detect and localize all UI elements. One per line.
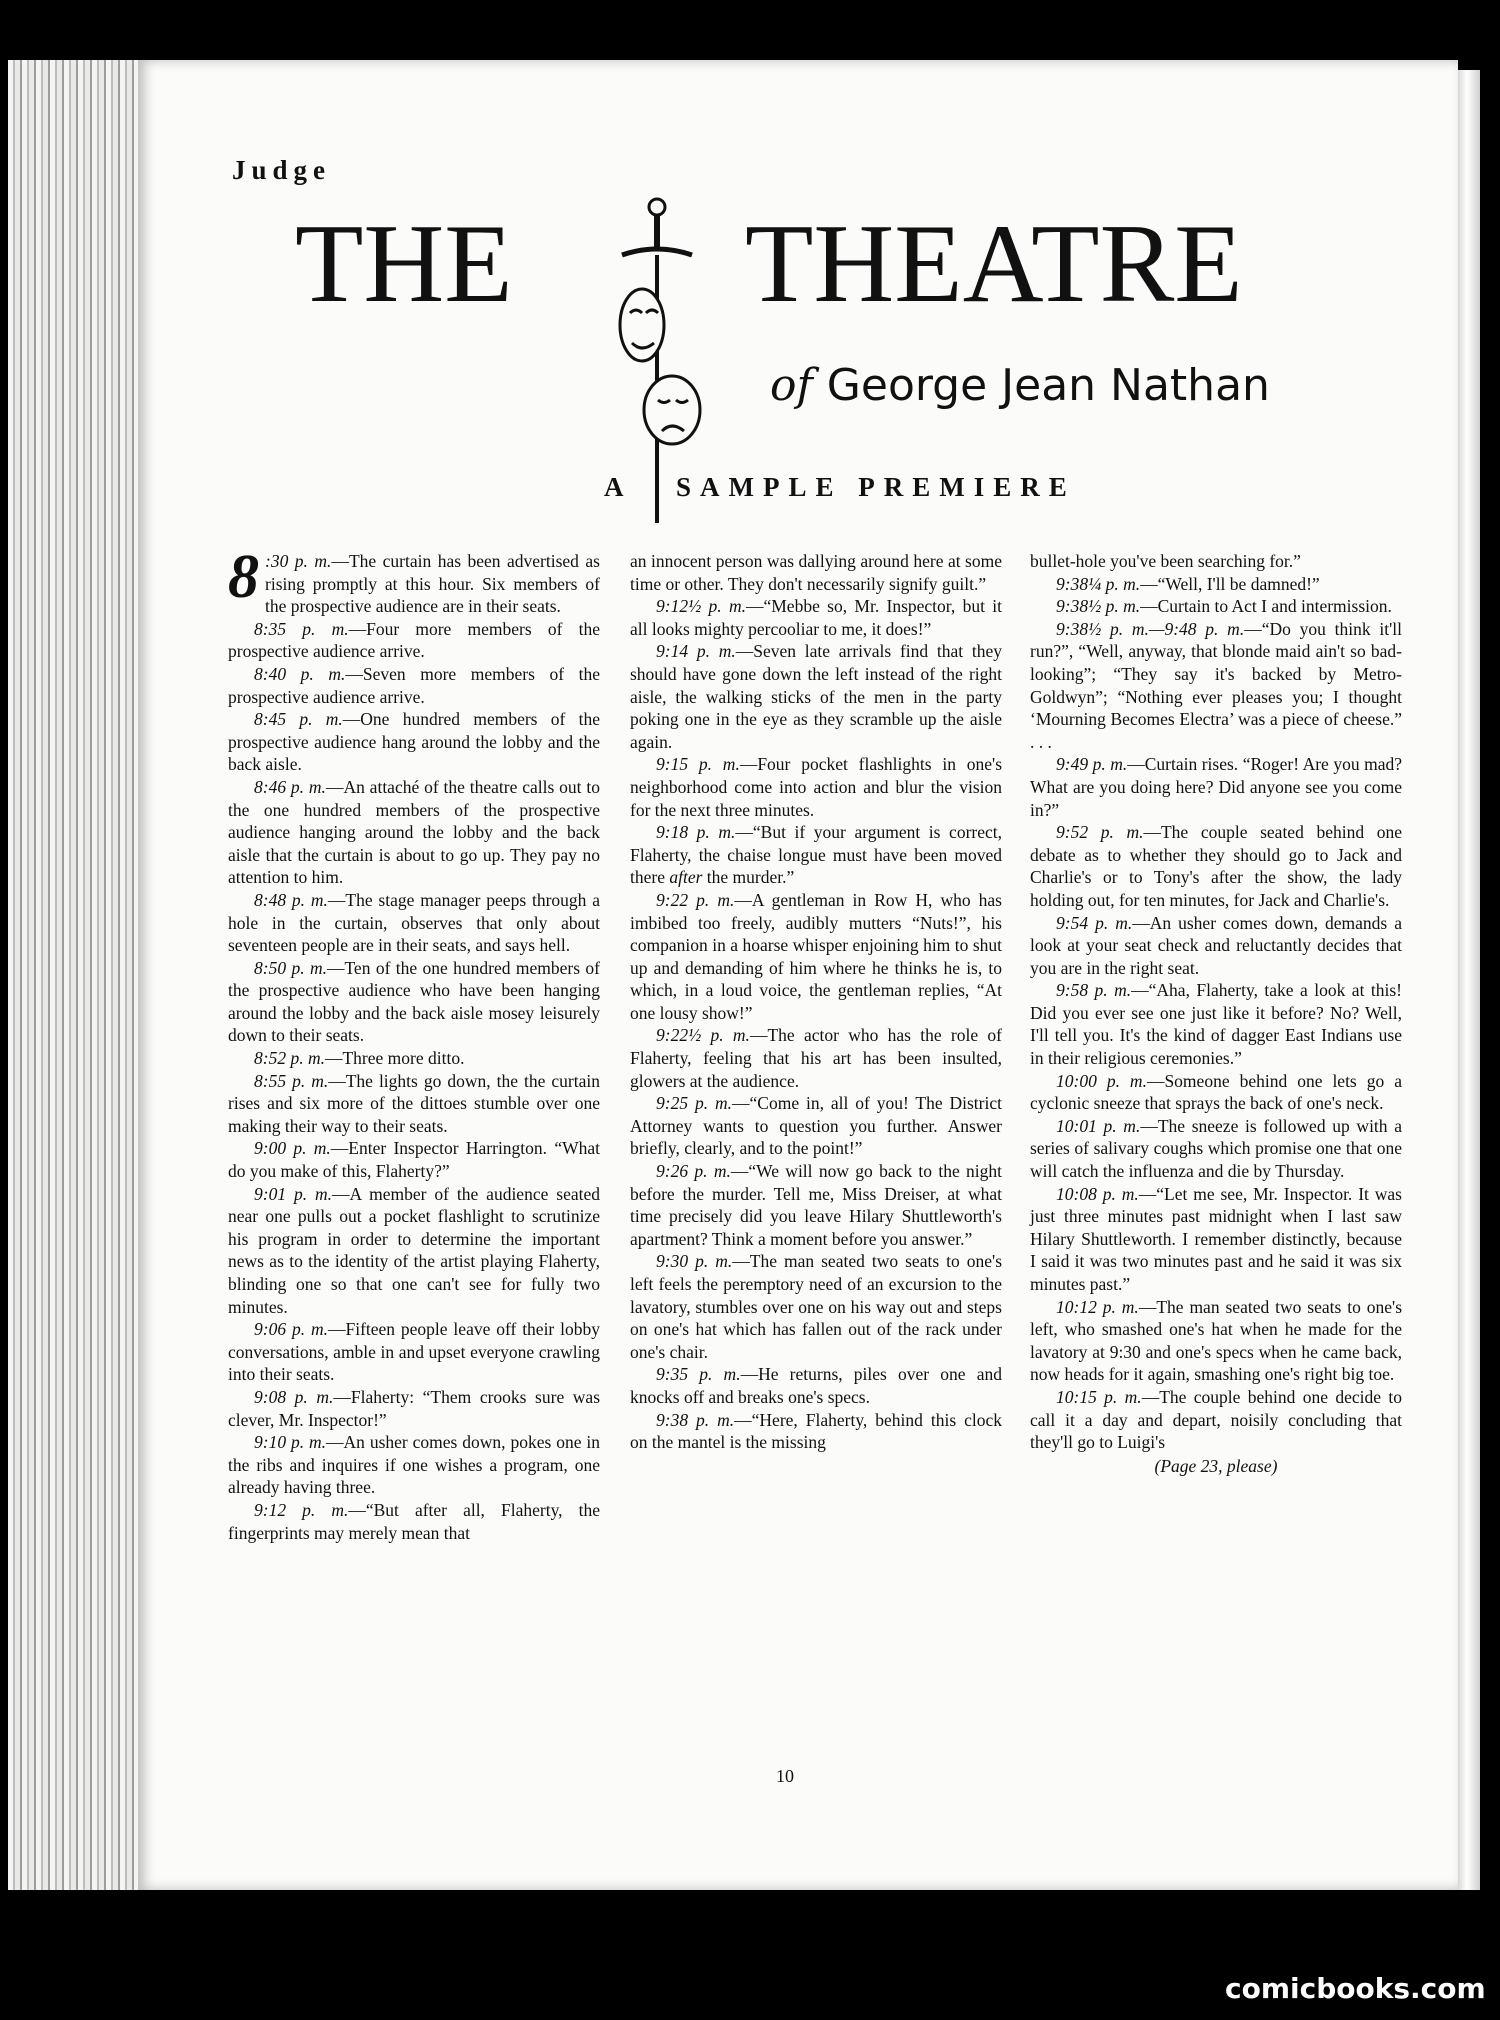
entry-text: —An attaché of the theatre calls out to the one hundred members of the prospective audience hanging around the lobby and the back aisle that the curtain is about to go up. They pay no attention to him.: [228, 776, 600, 888]
timeline-entry: [1030, 1183, 1402, 1296]
entry-time: 8:52 p. m.: [254, 1048, 325, 1069]
entry-time: 9:38½ p. m.: [1056, 596, 1141, 617]
entry-text: —“Well, I'll be damned!”: [1140, 573, 1320, 594]
timeline-entry: [228, 776, 600, 889]
entry-text: —The actor who has the role of Flaherty, feeling that his art has been insulted, glowers at the audience.: [630, 1025, 1003, 1091]
entry-text: —Curtain rises. “Roger! Are you mad? What are you doing here? Did anyone see you come in?”: [1030, 754, 1402, 820]
timeline-entry: [1030, 1115, 1402, 1183]
timeline-entry: [1030, 912, 1402, 980]
entry-text: —An usher comes down, demands a look at your seat check and reluctantly decides that you are in the right seat.: [1030, 912, 1402, 978]
entry-text: —“Aha, Flaherty, take a look at this! Did you ever see one just like it before? No? Well, I'll tell you. It's the kind of dagger East Indians use in their religious ceremonies.”: [1030, 980, 1403, 1069]
timeline-entry: [228, 1047, 600, 1070]
timeline-entry: [228, 543, 600, 618]
magazine-name: Judge: [232, 155, 332, 185]
entry-time: 9:14 p. m.: [656, 641, 736, 662]
entry-text: —“Here, Flaherty, behind this clock on the mantel is the missing: [630, 1409, 1002, 1453]
entry-time: 9:35 p. m.: [656, 1364, 741, 1385]
entry-text: —“But after all, Flaherty, the fingerprints may merely mean that: [228, 1499, 600, 1543]
timeline-entry: [630, 889, 1002, 1025]
text-column-1: [228, 543, 601, 1544]
timeline-entry: [228, 889, 600, 957]
entry-text: —Flaherty: “Them crooks sure was clever, Mr. Inspector!”: [228, 1386, 601, 1430]
entry-text: —An usher comes down, pokes one in the ribs and inquires if one wishes a program, one already having three.: [228, 1432, 600, 1498]
entry-text: —Fifteen people leave off their lobby conversations, amble in and upset everyone crawling into their seats.: [228, 1319, 600, 1385]
entry-text: —“Mebbe so, Mr. Inspector, but it all looks mighty percooliar to me, it does!”: [630, 596, 1002, 639]
entry-time: 8:50 p. m.: [254, 957, 327, 978]
timeline-entry: [630, 640, 1002, 753]
timeline-entry: [630, 1092, 1002, 1160]
entry-time: 9:22½ p. m.: [656, 1025, 750, 1046]
continued-note: (Page 23, please): [1154, 1455, 1278, 1476]
timeline-entry: [1030, 595, 1402, 618]
text-column-2: [630, 550, 1002, 1454]
entry-text: —The curtain has been advertised as rising promptly at this hour. Six members of the prospective audience are in their seats.: [265, 551, 600, 617]
title-left: THE: [295, 202, 513, 326]
timeline-entry: [228, 957, 600, 1047]
entry-time: 9:25 p. m.: [656, 1093, 733, 1114]
entry-text: —Curtain to Act I and intermission.: [1140, 596, 1392, 617]
subtitle: SAMPLE PREMIERE: [676, 472, 1076, 502]
timeline-entry: [630, 1363, 1002, 1408]
entry-text: —“Do you think it'll run?”, “Well, anyway, that blonde maid ain't so bad-looking”; “They say it's backed by Metro-Goldwyn”; “Nothing ever pleases you; I thought ‘Mourning Becomes Electra’ was a piece of cheese.” . . .: [1030, 618, 1402, 752]
timeline-entry: [630, 1024, 1002, 1092]
book-page-edges: [8, 60, 140, 1890]
timeline-entry: [630, 1160, 1002, 1250]
entry-text: —Seven more members of the prospective audience arrive.: [228, 663, 601, 707]
entry-text: —“Come in, all of you! The District Attorney wants to question you further. Answer briefly, clearly, and to the point!”: [630, 1093, 1002, 1159]
entry-text: —The couple seated behind one debate as to whether they should go to Jack and Charlie's or to Tony's after the show, the lady holding out, for ten minutes, for Jack and Charlie's.: [1030, 822, 1402, 910]
timeline-entry: [1030, 979, 1402, 1069]
paragraph-continued: bullet-hole you've been searching for.”: [1030, 551, 1301, 571]
entry-time: 9:18 p. m.: [656, 822, 736, 843]
entry-text: —He returns, piles over one and knocks off and breaks one's specs.: [630, 1364, 1003, 1407]
entry-time: 8:55 p. m.: [254, 1070, 329, 1091]
entry-time: 9:10 p. m.: [254, 1432, 327, 1453]
entry-time: 9:08 p. m.: [254, 1386, 334, 1407]
entry-time: 8:48 p. m.: [254, 889, 328, 910]
entry-time: 8:45 p. m.: [254, 709, 343, 730]
timeline-entry: [630, 1250, 1002, 1363]
timeline-entry: [228, 708, 600, 776]
entry-time: 9:49 p. m.: [1056, 754, 1128, 775]
timeline-entry: [228, 1431, 600, 1499]
entry-time: 10:00 p. m.: [1056, 1070, 1147, 1091]
timeline-entry: [1030, 1296, 1402, 1386]
timeline-entry: [630, 595, 1002, 640]
entry-time: 9:52 p. m.: [1056, 822, 1144, 843]
entry-time: 10:08 p. m.: [1056, 1183, 1139, 1204]
entry-time: 10:15 p. m.: [1056, 1386, 1142, 1407]
timeline-entry: [1030, 1070, 1402, 1115]
entry-time: 9:38¼ p. m.: [1056, 573, 1141, 594]
entry-text: —Three more ditto.: [324, 1048, 465, 1069]
entry-time: 9:54 p. m.: [1056, 912, 1133, 933]
timeline-entry: [1030, 821, 1402, 911]
text-column-3: [1030, 550, 1402, 1477]
byline: [770, 360, 1270, 411]
author-name: George Jean Nathan: [826, 360, 1270, 411]
timeline-entry: [1030, 618, 1402, 754]
entry-time: 8:46 p. m.: [254, 776, 326, 797]
title-right: THEATRE: [745, 202, 1243, 326]
entry-time: 9:30 p. m.: [656, 1251, 733, 1272]
entry-emphasis: after: [669, 867, 703, 888]
drop-cap: 8: [228, 543, 259, 611]
entry-text: —Four pocket flashlights in one's neighborhood come into action and blur the vision for the next three minutes.: [630, 754, 1003, 820]
timeline-entry: [228, 663, 600, 708]
entry-time: 9:38 p. m.: [656, 1409, 735, 1430]
entry-text: —Enter Inspector Harrington. “What do you make of this, Flaherty?”: [228, 1138, 600, 1182]
timeline-entry: [228, 1070, 600, 1138]
entry-time: 9:58 p. m.: [1056, 980, 1132, 1001]
entry-text: —“We will now go back to the night before the murder. Tell me, Miss Dreiser, at what time precisely did you leave Hilary Shuttleworth's apartment? Think a moment before you answer.”: [630, 1161, 1003, 1249]
timeline-entry: [1030, 753, 1402, 821]
entry-time: 9:26 p. m.: [656, 1161, 731, 1182]
entry-text: —Seven late arrivals find that they should have gone down the left instead of the right aisle, the walking sticks of the men in the party poking one in the eye as they scramble up the aisle again.: [630, 641, 1003, 752]
timeline-entry: [1030, 1386, 1402, 1454]
entry-time: :30 p. m.: [265, 551, 332, 571]
entry-text: —The man seated two seats to one's left, who smashed one's hat when he made for the lavatory at 9:30 and one's specs when he came back, now heads for it again, smashing one's right big toe.: [1030, 1296, 1403, 1385]
entry-text: —A gentleman in Row H, who has imbibed too freely, audibly mutters “Nuts!”, his companion in a hoarse whisper enjoining him to shut up and demanding of him where he thinks he is, to which, in a loud voice, the gentleman replies, “At one lousy show!”: [630, 889, 1002, 1023]
entry-text: —The man seated two seats to one's left feels the peremptory need of an excursion to the lavatory, stumbles over one on his way out and steps on one's hat which has fallen out of the rack under one's chair.: [630, 1251, 1003, 1362]
entry-text: —“Let me see, Mr. Inspector. It was just three minutes past midnight when I last saw Hilary Shuttleworth. I remember distinctly, because I said it was two minutes past and he said it was six minutes past.”: [1030, 1183, 1402, 1294]
timeline-entry: [630, 753, 1002, 821]
entry-time: 10:12 p. m.: [1056, 1296, 1139, 1317]
entry-text: —One hundred members of the prospective audience hang around the lobby and the back aisle.: [228, 709, 600, 775]
byline-of: of: [770, 360, 813, 411]
paragraph-continued: an innocent person was dallying around here at some time or other. They don't necessarily signify guilt.”: [630, 551, 1002, 594]
entry-text: —A member of the audience seated near one pulls out a pocket flashlight to scrutinize his program in order to determine the important news as to the identity of the artist playing Flaherty, blinding one so that one can't see for fully two minutes.: [228, 1183, 600, 1317]
entry-text-after: the murder.”: [702, 867, 795, 888]
timeline-entry: [630, 821, 1002, 889]
timeline-entry: [228, 1137, 600, 1182]
entry-time: 9:06 p. m.: [254, 1319, 328, 1340]
timeline-entry: [228, 1183, 600, 1319]
entry-time: 9:38½ p. m.—9:48 p. m.: [1056, 618, 1245, 639]
page-number: 10: [776, 1766, 794, 1786]
entry-time: 9:01 p. m.: [254, 1183, 333, 1204]
timeline-entry: [228, 1499, 600, 1544]
entry-time: 9:12½ p. m.: [656, 596, 746, 617]
entry-text: —Four more members of the prospective audience arrive.: [228, 618, 601, 662]
timeline-entry: [228, 618, 600, 663]
entry-time: 9:00 p. m.: [254, 1138, 331, 1159]
entry-text: —The stage manager peeps through a hole in the curtain, observes that only about seventeen people are in their seats, and says hell.: [228, 889, 601, 956]
entry-time: 9:12 p. m.: [254, 1499, 349, 1520]
entry-text: —The couple behind one decide to call it a day and depart, noisily concluding that they'll go to Luigi's: [1030, 1386, 1402, 1453]
watermark: comicbooks.com: [1225, 1972, 1486, 2005]
right-page-edge: [1458, 70, 1480, 1890]
entry-time: 10:01 p. m.: [1056, 1115, 1141, 1136]
entry-time: 8:40 p. m.: [254, 663, 346, 684]
entry-time: 9:22 p. m.: [656, 889, 735, 910]
entry-text: —The lights go down, the the curtain rises and six more of the dittoes stumble over one making their way to their seats.: [228, 1070, 600, 1136]
subtitle-article: A: [604, 472, 630, 502]
timeline-entry: [228, 1318, 600, 1386]
entry-text: —The sneeze is followed up with a series of salivary coughs which promise one that one will catch the influenza and die by Thursday.: [1030, 1115, 1402, 1182]
entry-text: —Ten of the one hundred members of the prospective audience who have been hanging around the lobby and the back aisle mosey leisurely down to their seats.: [228, 957, 600, 1046]
timeline-entry: [630, 1409, 1002, 1454]
entry-text: —Someone behind one lets go a cyclonic sneeze that sprays the back of one's neck.: [1030, 1070, 1402, 1114]
timeline-entry: [1030, 573, 1402, 596]
entry-time: 9:15 p. m.: [656, 754, 740, 775]
entry-text: —“But if your argument is correct, Flaherty, the chaise longue must have been moved there: [630, 822, 1002, 888]
timeline-entry: [228, 1386, 600, 1431]
entry-time: 8:35 p. m.: [254, 618, 349, 639]
